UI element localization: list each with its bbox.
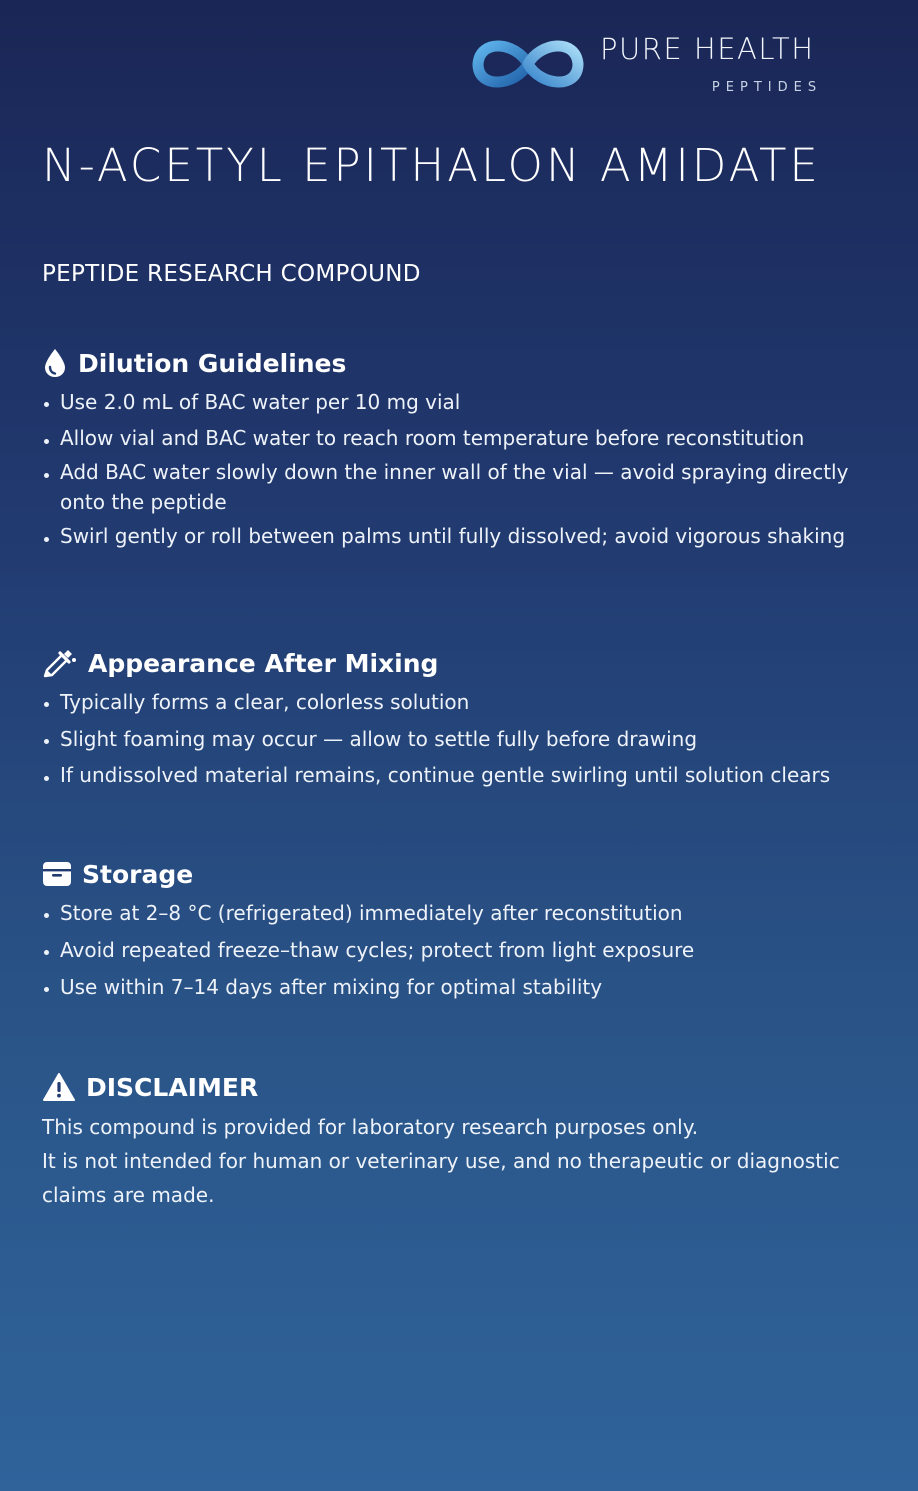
list-item: Store at 2–8 °C (refrigerated) immediately after reconstitution <box>42 897 872 930</box>
storage-heading-text: Storage <box>82 859 194 889</box>
pipette-icon <box>42 648 78 678</box>
disclaimer-heading <box>42 1070 872 1104</box>
list-item: Add BAC water slowly down the inner wall of the vial — avoid spraying directly onto the peptide <box>42 457 872 517</box>
dilution-list <box>42 386 872 551</box>
product-title: N-ACETYL EPITHALON AMIDATE <box>42 139 821 192</box>
disclaimer-section <box>42 1070 872 1212</box>
dilution-heading <box>42 346 872 380</box>
storage-box-icon <box>42 859 72 889</box>
infinity-loop-icon <box>468 28 588 100</box>
appearance-heading-text: Appearance After Mixing <box>88 648 439 678</box>
list-item: If undissolved material remains, continue gentle swirling until solution clears <box>42 760 872 790</box>
storage-heading <box>42 857 872 891</box>
brand-subtitle: PEPTIDES <box>711 80 823 95</box>
list-item: Use 2.0 mL of BAC water per 10 mg vial <box>42 386 872 419</box>
dilution-heading-text: Dilution Guidelines <box>78 348 347 378</box>
storage-list <box>42 897 872 1004</box>
brand-logo <box>468 28 878 104</box>
water-drop-icon <box>42 348 68 378</box>
list-item: Slight foaming may occur — allow to settle fully before drawing <box>42 723 872 756</box>
disclaimer-line-1: This compound is provided for laboratory research purposes only. <box>42 1115 699 1139</box>
appearance-section <box>42 646 872 794</box>
appearance-list <box>42 686 872 790</box>
disclaimer-line-2: It is not intended for human or veterinary use, and no therapeutic or diagnostic claims are made. <box>42 1149 840 1207</box>
warning-icon <box>42 1072 76 1102</box>
appearance-heading <box>42 646 872 680</box>
list-item: Allow vial and BAC water to reach room temperature before reconstitution <box>42 423 872 453</box>
dilution-section <box>42 346 872 555</box>
list-item: Typically forms a clear, colorless solution <box>42 686 872 719</box>
product-subtitle: PEPTIDE RESEARCH COMPOUND <box>42 261 421 287</box>
list-item: Swirl gently or roll between palms until fully dissolved; avoid vigorous shaking <box>42 521 872 551</box>
disclaimer-heading-text: DISCLAIMER <box>86 1072 259 1102</box>
storage-section <box>42 857 872 1008</box>
list-item: Avoid repeated freeze–thaw cycles; protect from light exposure <box>42 934 872 967</box>
list-item: Use within 7–14 days after mixing for optimal stability <box>42 971 872 1004</box>
brand-name: PURE HEALTH <box>600 32 815 66</box>
